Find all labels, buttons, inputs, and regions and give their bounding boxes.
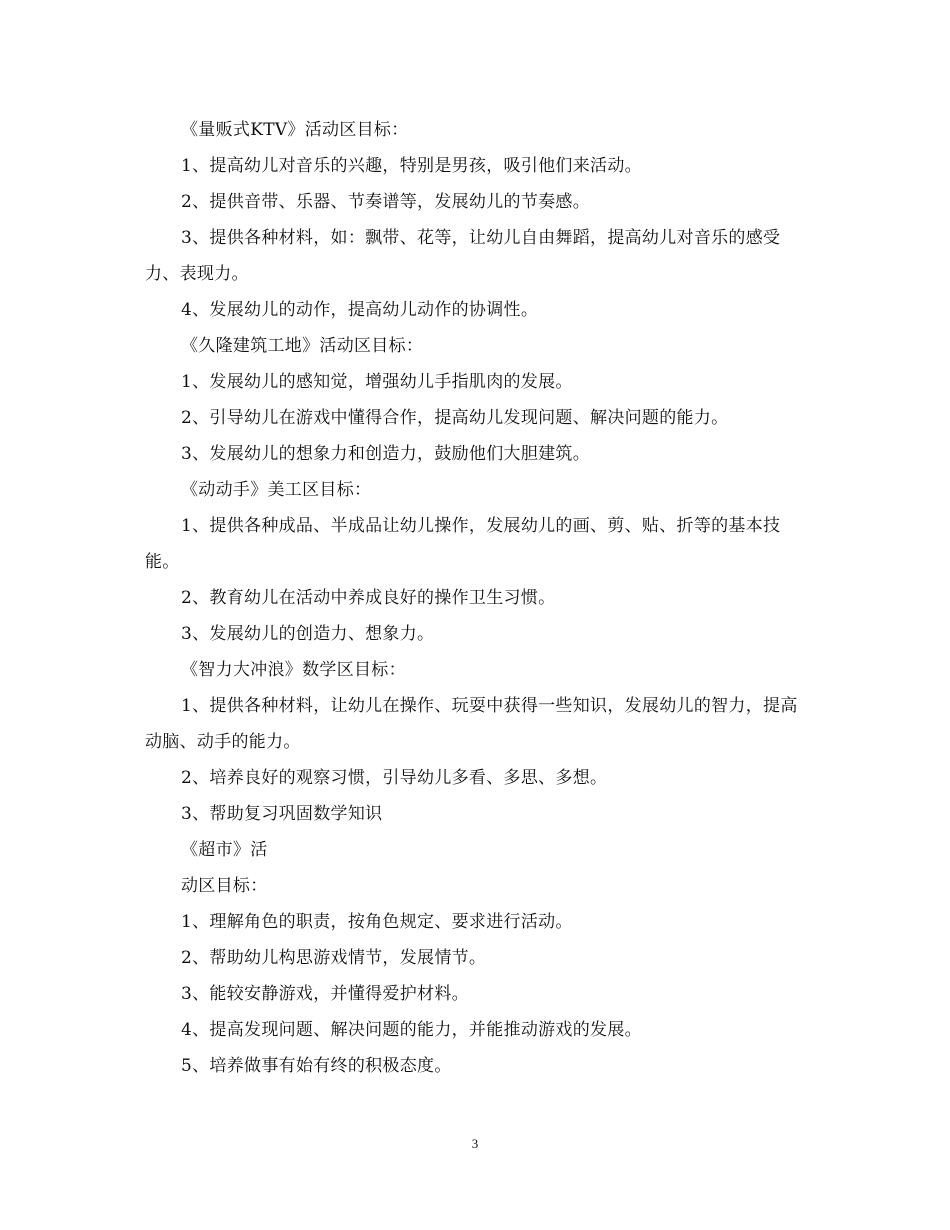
paragraph: 2、帮助幼儿构思游戏情节，发展情节。 — [181, 948, 487, 968]
paragraph: 2、引导幼儿在游戏中懂得合作，提高幼儿发现问题、解决问题的能力。 — [181, 408, 729, 428]
paragraph: 5、培养做事有始有终的积极态度。 — [181, 1056, 452, 1076]
paragraph: 3、提供各种材料，如：飘带、花等，让幼儿自由舞蹈，提高幼儿对音乐的感受力、表现力。 — [145, 228, 781, 284]
paragraph: 2、教育幼儿在活动中养成良好的操作卫生习惯。 — [181, 588, 556, 608]
paragraph: 3、发展幼儿的想象力和创造力，鼓励他们大胆建筑。 — [181, 444, 591, 464]
paragraph: 1、发展幼儿的感知觉，增强幼儿手指肌肉的发展。 — [181, 372, 573, 392]
paragraph: 1、提供各种材料，让幼儿在操作、玩耍中获得一些知识，发展幼儿的智力，提高动脑、动手的能力。 — [145, 696, 798, 752]
paragraph: 1、理解角色的职责，按角色规定、要求进行活动。 — [181, 912, 573, 932]
paragraph-art-heading: 《动动手》美工区目标： — [181, 480, 372, 500]
document-body — [145, 112, 810, 1084]
paragraph: 1、提供各种成品、半成品让幼儿操作，发展幼儿的画、剪、贴、折等的基本技能。 — [145, 516, 781, 572]
page-number: 3 — [471, 1136, 479, 1151]
paragraph: 3、帮助复习巩固数学知识 — [181, 804, 383, 824]
paragraph: 4、提高发现问题、解决问题的能力，并能推动游戏的发展。 — [181, 1020, 642, 1040]
paragraph-construction-heading: 《久隆建筑工地》活动区目标： — [181, 336, 424, 356]
paragraph: 3、发展幼儿的创造力、想象力。 — [181, 624, 435, 644]
paragraph-math-heading: 《智力大冲浪》数学区目标： — [181, 660, 406, 680]
paragraph: 2、提供音带、乐器、节奏谱等，发展幼儿的节奏感。 — [181, 192, 591, 212]
paragraph: 1、提高幼儿对音乐的兴趣，特别是男孩，吸引他们来活动。 — [181, 156, 642, 176]
paragraph-ktv-heading: 《量贩式KTV》活动区目标： — [181, 120, 409, 140]
paragraph: 3、能较安静游戏，并懂得爱护材料。 — [181, 984, 469, 1004]
paragraph: 动区目标： — [181, 876, 268, 896]
paragraph: 2、培养良好的观察习惯，引导幼儿多看、多思、多想。 — [181, 768, 608, 788]
paragraph-supermarket-heading: 《超市》活 — [181, 840, 268, 860]
paragraph: 4、发展幼儿的动作，提高幼儿动作的协调性。 — [181, 300, 539, 320]
